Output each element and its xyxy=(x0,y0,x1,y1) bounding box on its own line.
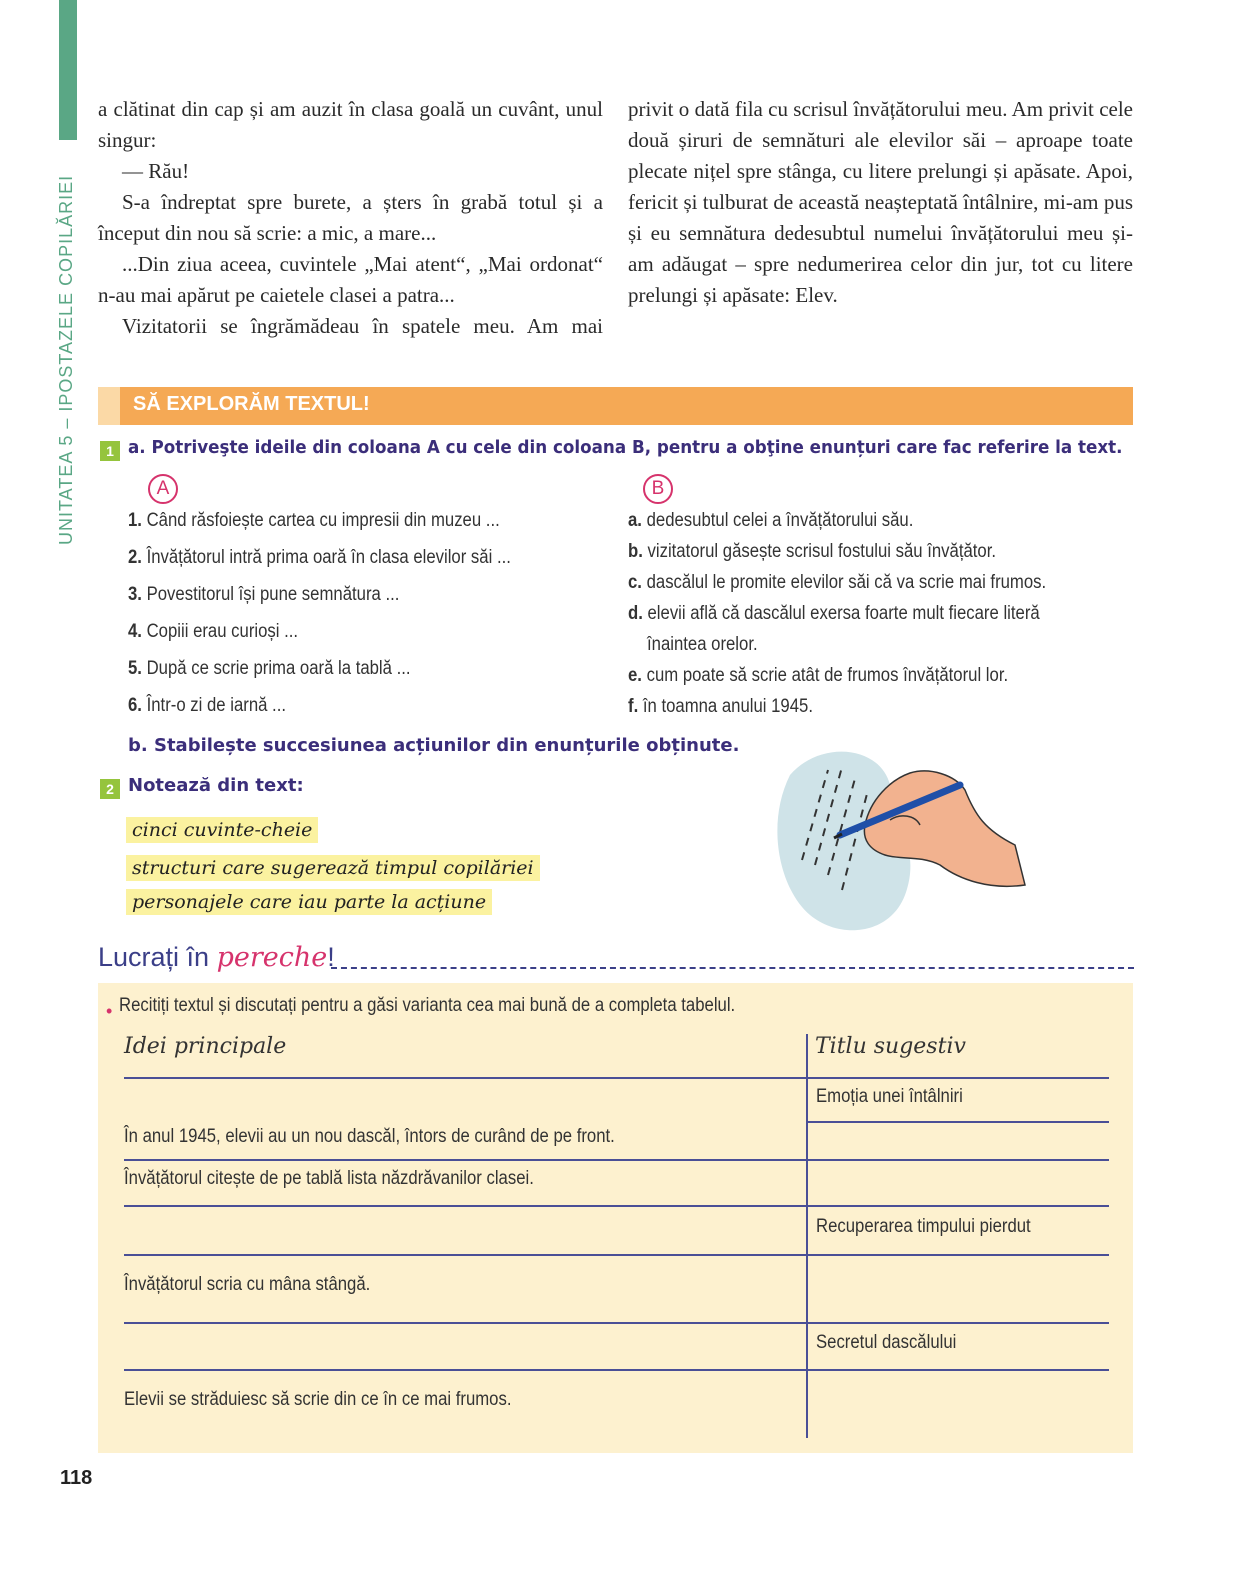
task2-instruction: Notează din text: xyxy=(128,775,304,796)
task-number-badge: 2 xyxy=(100,779,120,799)
story-paragraph: S-a îndreptat spre burete, a șters în grabă totul și a început din nou să scrie: a mic, a mare... xyxy=(98,190,603,245)
column-a-marker: A xyxy=(148,474,178,504)
list-item: f. în toamna anului 1945. xyxy=(628,696,813,717)
table-rule xyxy=(124,1322,1109,1324)
task-number-badge: 1 xyxy=(100,441,120,461)
pair-work-title: Lucrați în pereche! xyxy=(98,942,335,973)
section-title: SĂ EXPLORĂM TEXTUL! xyxy=(133,393,370,415)
story-paragraph: ...Din ziua aceea, cuvintele „Mai atent“, „Mai ordonat“ n-au mai apărut pe caietele clasei a patra... xyxy=(98,252,603,307)
list-item: b. vizitatorul găsește scrisul fostului său învățător. xyxy=(628,541,997,562)
highlight-item: personajele care iau parte la acțiune xyxy=(126,889,492,915)
table-rule xyxy=(124,1205,1109,1207)
list-item: 5. După ce scrie prima oară la tablă ... xyxy=(128,658,411,679)
table-cell: În anul 1945, elevii au un nou dascăl, întors de curând de pe front. xyxy=(124,1126,615,1147)
task1-instruction-b: b. Stabilește succesiunea acțiunilor din enunțurile obținute. xyxy=(128,735,740,756)
list-item: 2. Învățătorul intră prima oară în clasa elevilor săi ... xyxy=(128,547,511,568)
table-header-right: Titlu sugestiv xyxy=(815,1034,966,1059)
story-paragraph: Vizitatorii se îngrămădeau în spatele meu. Am mai xyxy=(122,314,603,338)
list-item: 4. Copiii erau curioși ... xyxy=(128,621,299,642)
list-item: 3. Povestitorul își pune semnătura ... xyxy=(128,584,400,605)
column-b-marker: B xyxy=(643,474,673,504)
section-header xyxy=(98,387,1133,425)
unit-label: UNITATEA 5 – IPOSTAZELE COPILĂRIEI xyxy=(56,174,76,545)
table-rule xyxy=(808,1121,1109,1123)
story-column-right xyxy=(628,94,1133,311)
story-column-left xyxy=(98,94,603,342)
list-item: c. dascălul le promite elevilor săi că va scrie mai frumos. xyxy=(628,572,1047,593)
table-cell: Secretul dascălului xyxy=(816,1332,957,1353)
table-rule xyxy=(124,1254,1109,1256)
table-cell: Învățătorul scria cu mâna stângă. xyxy=(124,1274,371,1295)
list-item: a. dedesubtul celei a învățătorului său. xyxy=(628,510,914,531)
list-item: 1. Când răsfoiește cartea cu impresii din muzeu ... xyxy=(128,510,500,531)
table-rule xyxy=(124,1077,1109,1079)
table-cell: Emoția unei întâlniri xyxy=(816,1086,963,1107)
story-paragraph: a clătinat din cap și am auzit în clasa goală un cuvânt, unul singur: xyxy=(98,97,603,152)
dashed-divider xyxy=(331,967,1134,969)
bullet-icon: • xyxy=(106,1001,113,1021)
table-rule xyxy=(124,1369,1109,1371)
list-item: e. cum poate să scrie atât de frumos învățătorul lor. xyxy=(628,665,1009,686)
highlight-item: structuri care sugerează timpul copilăriei xyxy=(126,855,540,881)
table-column-divider xyxy=(806,1034,808,1438)
page-number: 118 xyxy=(60,1467,93,1489)
story-paragraph: — Rău! xyxy=(122,159,190,183)
table-cell: Învățătorul citește de pe tablă lista năzdrăvanilor clasei. xyxy=(124,1168,534,1189)
list-item-continuation: înaintea orelor. xyxy=(647,634,758,655)
table-header-left: Idei principale xyxy=(124,1034,287,1059)
task1-instruction-a: a. Potriveşte ideile din coloana A cu cele din coloana B, pentru a obţine enunțuri care fac referire la text. xyxy=(128,437,1123,458)
hand-writing-illustration xyxy=(770,745,1030,935)
table-rule xyxy=(124,1159,1109,1161)
story-paragraph: privit o dată fila cu scrisul învățătorului meu. Am privit cele două șiruri de semnături ale elevilor săi – aproape toate plecate nițel spre stânga, cu litere prelungi și apăsate. Apoi, fericit și tulburat de această neașteptată întâlnire, mi-am pus și eu semnătura dedesubtul numelui învățătorului meu și-am adăugat – spre nedumerirea celor din jur, tot cu litere prelungi și apăsate: Elev. xyxy=(628,97,1133,307)
table-cell: Elevii se străduiesc să scrie din ce în ce mai frumos. xyxy=(124,1389,512,1410)
table-cell: Recuperarea timpului pierdut xyxy=(816,1216,1031,1237)
list-item: 6. Într-o zi de iarnă ... xyxy=(128,695,287,716)
section-tab xyxy=(98,387,120,425)
list-item: d. elevii află că dascălul exersa foarte mult fiecare literă xyxy=(628,603,1040,624)
highlight-item: cinci cuvinte-cheie xyxy=(126,817,318,843)
pair-instruction: Recitiți textul și discutați pentru a găsi varianta cea mai bună de a completa tabelul. xyxy=(119,995,736,1016)
